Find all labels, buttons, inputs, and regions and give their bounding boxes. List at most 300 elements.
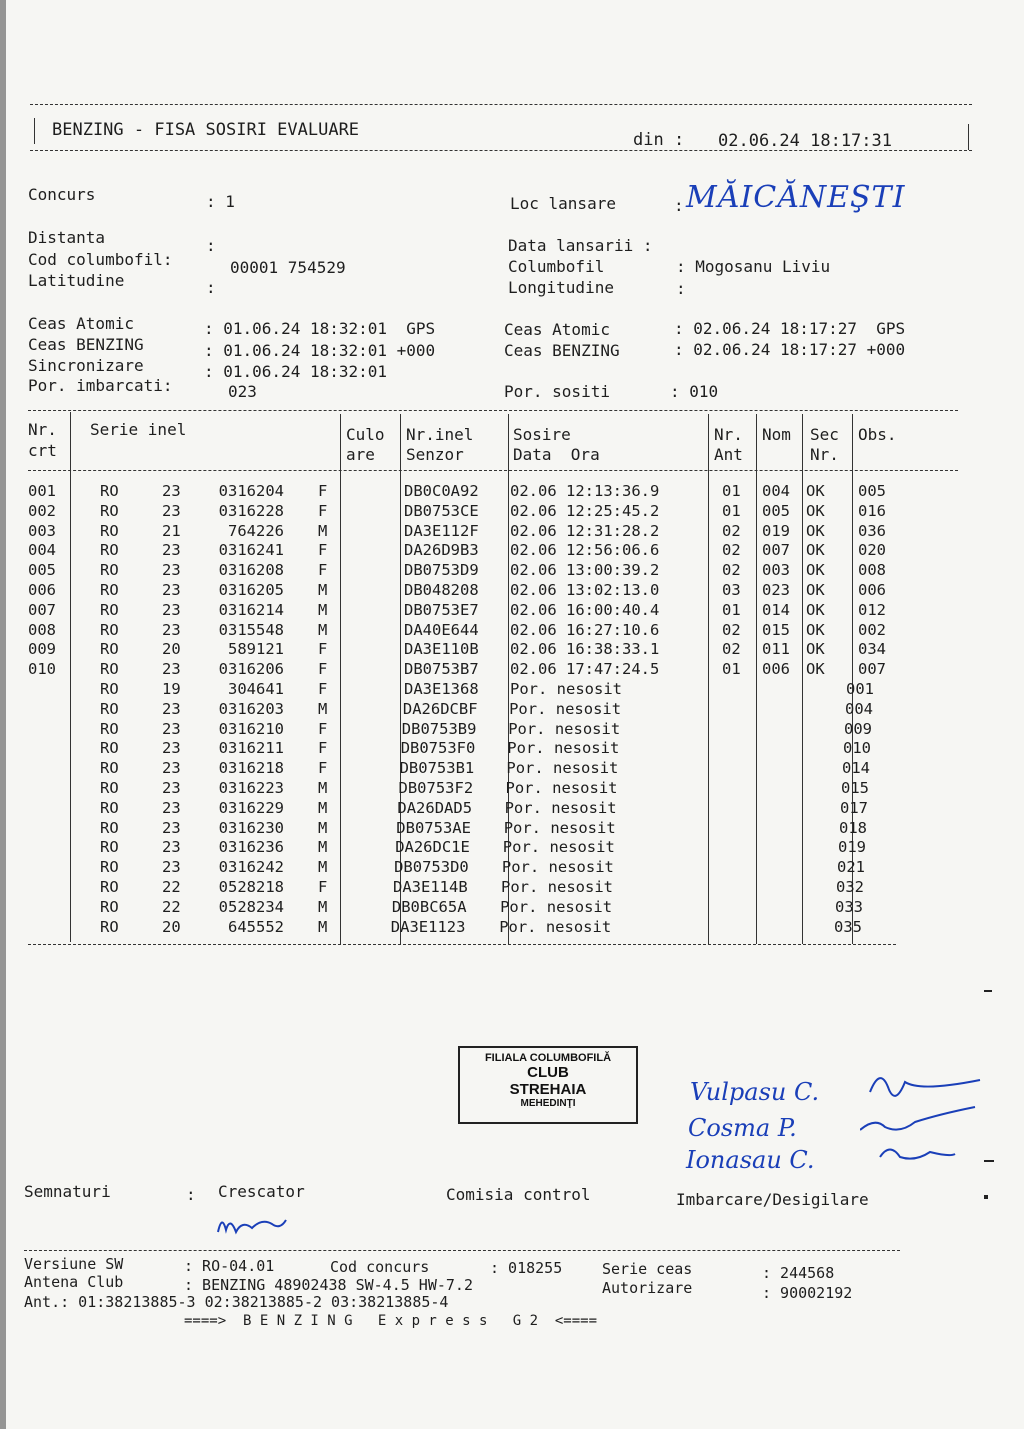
cell-yr: 23 <box>162 779 181 797</box>
cell-num: 0316223 <box>218 779 284 797</box>
cell-nom: 015 <box>762 620 790 639</box>
stamp-line-2: CLUB <box>527 1064 569 1081</box>
cell-sosire: 02.06 17:47:24.5 <box>510 660 660 679</box>
cell-obs: 032 <box>836 878 864 896</box>
table-row <box>0 838 1000 858</box>
table-row <box>0 502 1000 522</box>
cell-obs: 001 <box>846 680 874 698</box>
columbofil-value: : Mogosanu Liviu <box>676 257 831 276</box>
cod-concurs-label: Cod concurs <box>330 1258 430 1276</box>
th-obs: Obs. <box>858 425 897 444</box>
cell-sosire: Por. nesosit <box>500 897 613 916</box>
sositi-value: : 010 <box>670 382 719 401</box>
ceas-atomic-2-value: : 02.06.24 18:17:27 GPS <box>674 319 906 338</box>
cell-ro: RO <box>100 521 119 540</box>
th-sec-2: Nr. <box>810 445 839 464</box>
header-top-border <box>30 104 972 105</box>
handwritten-signature-1: Vulpasu C. <box>690 1078 820 1106</box>
header-title: BENZING - FISA SOSIRI EVALUARE <box>52 120 360 140</box>
cell-yr: 23 <box>162 501 181 520</box>
cell-yr: 23 <box>162 798 181 817</box>
cell-sex: F <box>318 759 328 778</box>
cell-nom: 011 <box>762 640 790 659</box>
cell-sex: F <box>318 660 328 679</box>
cell-obs: 017 <box>840 798 868 817</box>
cell-ro: RO <box>100 838 119 857</box>
cell-sex: M <box>318 858 328 877</box>
cell-sex: F <box>318 561 328 580</box>
cell-sec: OK <box>806 521 825 540</box>
cell-sec: OK <box>806 561 825 580</box>
cell-yr: 23 <box>162 561 181 580</box>
cell-sex: F <box>318 640 328 659</box>
cell-nr: 005 <box>28 561 56 580</box>
cell-ro: RO <box>100 640 119 659</box>
latitudine-value: : <box>206 278 216 297</box>
cell-sex: M <box>318 779 328 797</box>
latitudine-label: Latitudine <box>28 271 125 290</box>
cell-sosire: 02.06 16:00:40.4 <box>510 600 660 619</box>
cell-sosire: 02.06 13:00:39.2 <box>510 561 660 580</box>
cell-ant: 03 <box>722 581 741 599</box>
header-bottom-border <box>30 150 972 151</box>
columbofil-label: Columbofil <box>508 257 605 276</box>
cell-sex: M <box>318 581 328 599</box>
cell-obs: 002 <box>858 620 886 639</box>
header-right-border <box>968 124 969 150</box>
cell-ant: 02 <box>722 521 741 540</box>
cell-yr: 23 <box>162 858 181 877</box>
table-header-divider <box>28 470 958 471</box>
cell-ro: RO <box>100 779 119 797</box>
distanta-label: Distanta <box>28 228 106 247</box>
cell-obs: 010 <box>843 739 871 758</box>
table-row <box>0 482 1000 502</box>
cell-senzor: DB0753F0 <box>400 739 476 758</box>
table-row <box>0 660 1000 680</box>
cell-num: 0528234 <box>218 897 284 916</box>
cell-senzor: DB0753CE <box>404 501 479 520</box>
cod-columbofil-value: 00001 754529 <box>230 258 346 277</box>
table-row <box>0 541 1000 561</box>
cell-senzor: DA26DC1E <box>395 838 470 857</box>
cell-sex: M <box>318 699 328 718</box>
cell-nr: 008 <box>28 620 56 639</box>
table-row <box>0 601 1000 621</box>
sincronizare-label: Sincronizare <box>28 356 144 375</box>
cell-ro: RO <box>100 917 119 936</box>
cell-sosire: Por. nesosit <box>507 739 620 758</box>
cell-yr: 23 <box>162 541 181 560</box>
cell-ro: RO <box>100 858 119 877</box>
cell-sex: F <box>318 878 328 896</box>
cell-sosire: Por. nesosit <box>502 838 615 857</box>
table-row <box>0 640 1000 660</box>
cell-obs: 012 <box>858 600 886 619</box>
loc-lansare-handwritten: MĂICĂNEŞTI <box>686 180 906 215</box>
cell-sosire: 02.06 12:25:45.2 <box>510 501 660 520</box>
cell-ro: RO <box>100 482 119 500</box>
cell-num: 0316228 <box>218 501 284 520</box>
cell-num: 0316241 <box>218 541 284 560</box>
cell-num: 0316214 <box>218 600 284 619</box>
cell-sosire: 02.06 12:56:06.6 <box>510 541 660 560</box>
cell-nr: 003 <box>28 521 56 540</box>
cell-sosire: Por. nesosit <box>499 917 612 936</box>
cell-sosire: 02.06 16:27:10.6 <box>510 620 660 639</box>
cell-ro: RO <box>100 759 119 778</box>
cell-ro: RO <box>100 798 119 817</box>
cell-ro: RO <box>100 620 119 639</box>
cell-yr: 23 <box>162 660 181 679</box>
table-row <box>0 700 1000 720</box>
cell-sex: M <box>318 897 328 916</box>
cell-sex: F <box>318 501 328 520</box>
cell-sec: OK <box>806 501 825 520</box>
cod-columbofil-label: Cod columbofil: <box>28 250 173 269</box>
cell-num: 0316218 <box>218 759 284 778</box>
autorizare-value: : 90002192 <box>762 1284 853 1302</box>
cell-nr: 002 <box>28 501 56 520</box>
table-row <box>0 561 1000 581</box>
imbarcati-label: Por. imbarcati: <box>28 376 173 395</box>
cell-sex: M <box>318 838 328 857</box>
cell-sec: OK <box>806 482 825 500</box>
data-lansarii-label: Data lansarii : <box>508 236 653 255</box>
cell-ant: 02 <box>722 620 741 639</box>
cell-ant: 01 <box>722 660 741 679</box>
crescator-label: Crescator <box>218 1182 305 1201</box>
cell-sec: OK <box>806 660 825 679</box>
cell-ant: 01 <box>722 482 741 500</box>
cell-sex: M <box>318 917 328 936</box>
cell-senzor: DB0753D9 <box>404 561 479 580</box>
cell-senzor: DB0753B7 <box>404 660 479 679</box>
cell-yr: 20 <box>162 917 181 936</box>
cell-senzor: DB0753F2 <box>398 779 474 797</box>
cell-nr: 004 <box>28 541 56 560</box>
ceas-benzing-1-label: Ceas BENZING <box>28 335 144 354</box>
cell-obs: 008 <box>858 561 886 580</box>
th-nr-2: crt <box>28 441 57 460</box>
cell-num: 0315548 <box>218 620 284 639</box>
margin-mark <box>984 990 992 992</box>
table-row <box>0 799 1000 819</box>
header-left-border <box>34 118 35 144</box>
cell-num: 0316203 <box>218 699 284 718</box>
th-sosire-1: Sosire <box>513 425 571 444</box>
cell-senzor: DA26D9B3 <box>404 541 479 560</box>
header-din-value: 02.06.24 18:17:31 <box>718 131 892 151</box>
cell-num: 0528218 <box>218 878 284 896</box>
sositi-label: Por. sositi <box>504 382 610 401</box>
cell-sosire: Por. nesosit <box>504 798 617 817</box>
cell-sosire: Por. nesosit <box>509 699 622 718</box>
th-sec-1: Sec <box>810 425 839 444</box>
cell-nom: 005 <box>762 501 790 520</box>
cell-yr: 21 <box>162 521 181 540</box>
cell-senzor: DA26DCBF <box>402 699 478 718</box>
cell-sosire: Por. nesosit <box>506 759 619 778</box>
cell-obs: 035 <box>834 917 862 936</box>
cell-senzor: DB0753D0 <box>394 858 469 877</box>
table-row <box>0 739 1000 759</box>
versiune-value: : RO-04.01 <box>184 1257 275 1275</box>
cell-senzor: DA3E1368 <box>404 680 479 698</box>
loc-lansare-colon: : <box>674 196 684 215</box>
cell-ro: RO <box>100 719 119 738</box>
cell-num: 0316205 <box>218 581 284 599</box>
antena-label: Antena Club <box>24 1273 124 1291</box>
cell-sosire: 02.06 12:13:36.9 <box>510 482 660 500</box>
cell-sec: OK <box>806 541 825 560</box>
cell-nom: 014 <box>762 600 790 619</box>
cell-sex: F <box>318 482 328 500</box>
table-row <box>0 581 1000 601</box>
cell-senzor: DB0753B1 <box>399 759 475 778</box>
concurs-label: Concurs <box>28 185 96 204</box>
cell-sex: M <box>318 521 328 540</box>
table-bottom-border <box>28 944 896 945</box>
table-row <box>0 680 1000 700</box>
cell-yr: 19 <box>162 680 181 698</box>
th-culo-2: are <box>346 445 375 464</box>
longitudine-value: : <box>676 279 686 298</box>
serie-ceas-value: : 244568 <box>762 1264 835 1282</box>
ceas-benzing-2-value: : 02.06.24 18:17:27 +000 <box>674 340 906 359</box>
cell-yr: 22 <box>162 897 181 916</box>
cell-nr: 006 <box>28 581 56 599</box>
loc-lansare-label: Loc lansare <box>510 194 616 213</box>
cell-nr: 007 <box>28 600 56 619</box>
table-top-border <box>28 410 958 411</box>
cell-num: 0316208 <box>218 561 284 580</box>
cell-sex: M <box>318 620 328 639</box>
cell-obs: 014 <box>842 759 870 778</box>
cell-ro: RO <box>100 561 119 580</box>
cell-sosire: 02.06 13:02:13.0 <box>510 581 660 599</box>
cell-obs: 020 <box>858 541 886 560</box>
cell-obs: 019 <box>838 838 866 857</box>
cell-sec: OK <box>806 640 825 659</box>
cell-sosire: Por. nesosit <box>503 818 616 837</box>
cell-ant: 01 <box>722 501 741 520</box>
cell-num: 0316229 <box>218 798 284 817</box>
cell-ro: RO <box>100 600 119 619</box>
cell-yr: 23 <box>162 600 181 619</box>
cell-sec: OK <box>806 581 825 599</box>
cell-nom: 006 <box>762 660 790 679</box>
cell-obs: 005 <box>858 482 886 500</box>
cell-ro: RO <box>100 699 119 718</box>
handwritten-signature-2: Cosma P. <box>688 1114 797 1142</box>
table-row <box>0 759 1000 779</box>
cell-num: 645552 <box>228 917 284 936</box>
cell-ro: RO <box>100 897 119 916</box>
versiune-label: Versiune SW <box>24 1255 124 1273</box>
cell-senzor: DA3E112F <box>404 521 479 540</box>
cell-sosire: 02.06 16:38:33.1 <box>510 640 660 659</box>
table-row <box>0 522 1000 542</box>
table-row <box>0 878 1000 898</box>
concurs-value: : 1 <box>206 192 235 211</box>
sincronizare-value: : 01.06.24 18:32:01 <box>204 362 388 381</box>
cell-sex: M <box>318 600 328 619</box>
cell-sex: F <box>318 719 328 738</box>
cell-ro: RO <box>100 660 119 679</box>
table-row <box>0 779 1000 799</box>
cell-senzor: DA26DAD5 <box>397 798 473 817</box>
cell-num: 0316204 <box>218 482 284 500</box>
cell-nr: 001 <box>28 482 56 500</box>
imbarcati-value: 023 <box>228 382 257 401</box>
longitudine-label: Longitudine <box>508 278 614 297</box>
cell-obs: 016 <box>858 501 886 520</box>
th-serie-inel: Serie inel <box>90 420 187 439</box>
cell-num: 0316242 <box>218 858 284 877</box>
cell-ant: 01 <box>722 600 741 619</box>
cell-ro: RO <box>100 581 119 599</box>
cell-nr: 009 <box>28 640 56 659</box>
cell-obs: 034 <box>858 640 886 659</box>
cell-senzor: DB0753AE <box>396 818 471 837</box>
benzing-express-banner: ====> B E N Z I N G E x p r e s s G 2 <==== <box>184 1313 598 1329</box>
cell-num: 0316211 <box>218 739 284 758</box>
th-ant-2: Ant <box>714 445 743 464</box>
cell-obs: 007 <box>858 660 886 679</box>
cell-yr: 23 <box>162 759 181 778</box>
ceas-atomic-2-label: Ceas Atomic <box>504 320 610 339</box>
cell-sosire: Por. nesosit <box>505 779 618 797</box>
antenna-serials: Ant.: 01:38213885-3 02:38213885-2 03:38213885-4 <box>24 1293 449 1311</box>
cell-obs: 021 <box>837 858 865 877</box>
imbarcare-label: Imbarcare/Desigilare <box>676 1190 869 1209</box>
th-nrinel-1: Nr.inel <box>406 425 474 444</box>
margin-mark <box>984 1195 988 1199</box>
ceas-atomic-1-label: Ceas Atomic <box>28 314 134 333</box>
footer-divider <box>24 1250 900 1251</box>
cell-num: 0316206 <box>218 660 284 679</box>
cell-sosire: Por. nesosit <box>501 878 613 896</box>
cell-yr: 23 <box>162 620 181 639</box>
cell-obs: 015 <box>841 779 869 797</box>
cell-senzor: DB0753E7 <box>404 600 479 619</box>
cell-ro: RO <box>100 818 119 837</box>
table-row <box>0 819 1000 839</box>
th-sosire-2: Data Ora <box>513 445 600 464</box>
comisia-control-label: Comisia control <box>446 1185 591 1204</box>
semnaturi-label: Semnaturi <box>24 1182 111 1201</box>
cell-sex: M <box>318 798 328 817</box>
cell-ant: 02 <box>722 561 741 580</box>
cell-nom: 004 <box>762 482 790 500</box>
cell-sec: OK <box>806 620 825 639</box>
cell-yr: 20 <box>162 640 181 659</box>
serie-ceas-label: Serie ceas <box>602 1260 693 1278</box>
cell-senzor: DA40E644 <box>404 620 479 639</box>
crescator-signature <box>212 1206 292 1242</box>
cell-sex: F <box>318 739 328 758</box>
semnaturi-colon: : <box>186 1185 196 1204</box>
ceas-atomic-1-value: : 01.06.24 18:32:01 GPS <box>204 319 436 338</box>
cell-nom: 019 <box>762 521 790 540</box>
cell-senzor: DA3E1123 <box>390 917 466 936</box>
cell-senzor: DB0BC65A <box>391 897 467 916</box>
cell-obs: 006 <box>858 581 886 599</box>
cell-sex: M <box>318 818 328 837</box>
cell-obs: 018 <box>839 818 867 837</box>
ceas-benzing-1-value: : 01.06.24 18:32:01 +000 <box>204 341 436 360</box>
cell-num: 589121 <box>228 640 284 659</box>
cell-yr: 23 <box>162 818 181 837</box>
cell-ro: RO <box>100 878 119 896</box>
cell-nom: 023 <box>762 581 790 599</box>
cell-ant: 02 <box>722 640 741 659</box>
cell-senzor: DA3E110B <box>404 640 479 659</box>
cell-sosire: 02.06 12:31:28.2 <box>510 521 660 540</box>
cell-yr: 23 <box>162 581 181 599</box>
th-culo-1: Culo <box>346 425 385 444</box>
cell-yr: 23 <box>162 699 181 718</box>
table-row <box>0 720 1000 740</box>
cell-sex: F <box>318 541 328 560</box>
cell-ro: RO <box>100 680 119 698</box>
autorizare-label: Autorizare <box>602 1279 693 1297</box>
distanta-value: : <box>206 236 216 255</box>
cell-yr: 22 <box>162 878 181 896</box>
th-ant-1: Nr. <box>714 425 743 444</box>
cell-ant: 02 <box>722 541 741 560</box>
cell-num: 0316236 <box>218 838 284 857</box>
cell-num: 0316210 <box>218 719 284 738</box>
cell-senzor: DB048208 <box>404 581 479 599</box>
cell-ro: RO <box>100 541 119 560</box>
cell-obs: 036 <box>858 521 886 540</box>
cell-obs: 004 <box>845 699 873 718</box>
cell-yr: 23 <box>162 719 181 738</box>
ceas-benzing-2-label: Ceas BENZING <box>504 341 620 360</box>
cell-num: 0316230 <box>218 818 284 837</box>
cell-obs: 009 <box>844 719 872 738</box>
antena-value: : BENZING 48902438 SW-4.5 HW-7.2 <box>184 1276 473 1294</box>
handwritten-signature-3: Ionasau C. <box>686 1146 815 1174</box>
cell-yr: 23 <box>162 739 181 758</box>
cell-yr: 23 <box>162 838 181 857</box>
cell-num: 304641 <box>228 680 284 698</box>
cell-yr: 23 <box>162 482 181 500</box>
table-row <box>0 621 1000 641</box>
cell-obs: 033 <box>835 897 863 916</box>
cell-ro: RO <box>100 739 119 758</box>
cell-sec: OK <box>806 600 825 619</box>
cell-nom: 007 <box>762 541 790 560</box>
cell-sex: F <box>318 680 328 698</box>
cell-senzor: DA3E114B <box>393 878 468 896</box>
cell-sosire: Por. nesosit <box>510 680 622 698</box>
stamp-line-4: MEHEDINŢI <box>520 1098 576 1109</box>
cell-senzor: DB0C0A92 <box>404 482 479 500</box>
cell-ro: RO <box>100 501 119 520</box>
header-din-label: din : <box>633 130 685 150</box>
stamp-line-1: FILIALA COLUMBOFILĂ <box>484 1052 612 1064</box>
signature-scribbles <box>860 1062 990 1172</box>
cod-concurs-value: : 018255 <box>490 1259 563 1277</box>
margin-mark <box>984 1160 994 1162</box>
cell-num: 764226 <box>228 521 284 540</box>
th-nom: Nom <box>762 425 791 444</box>
table-row <box>0 898 1000 918</box>
table-row <box>0 918 1000 938</box>
